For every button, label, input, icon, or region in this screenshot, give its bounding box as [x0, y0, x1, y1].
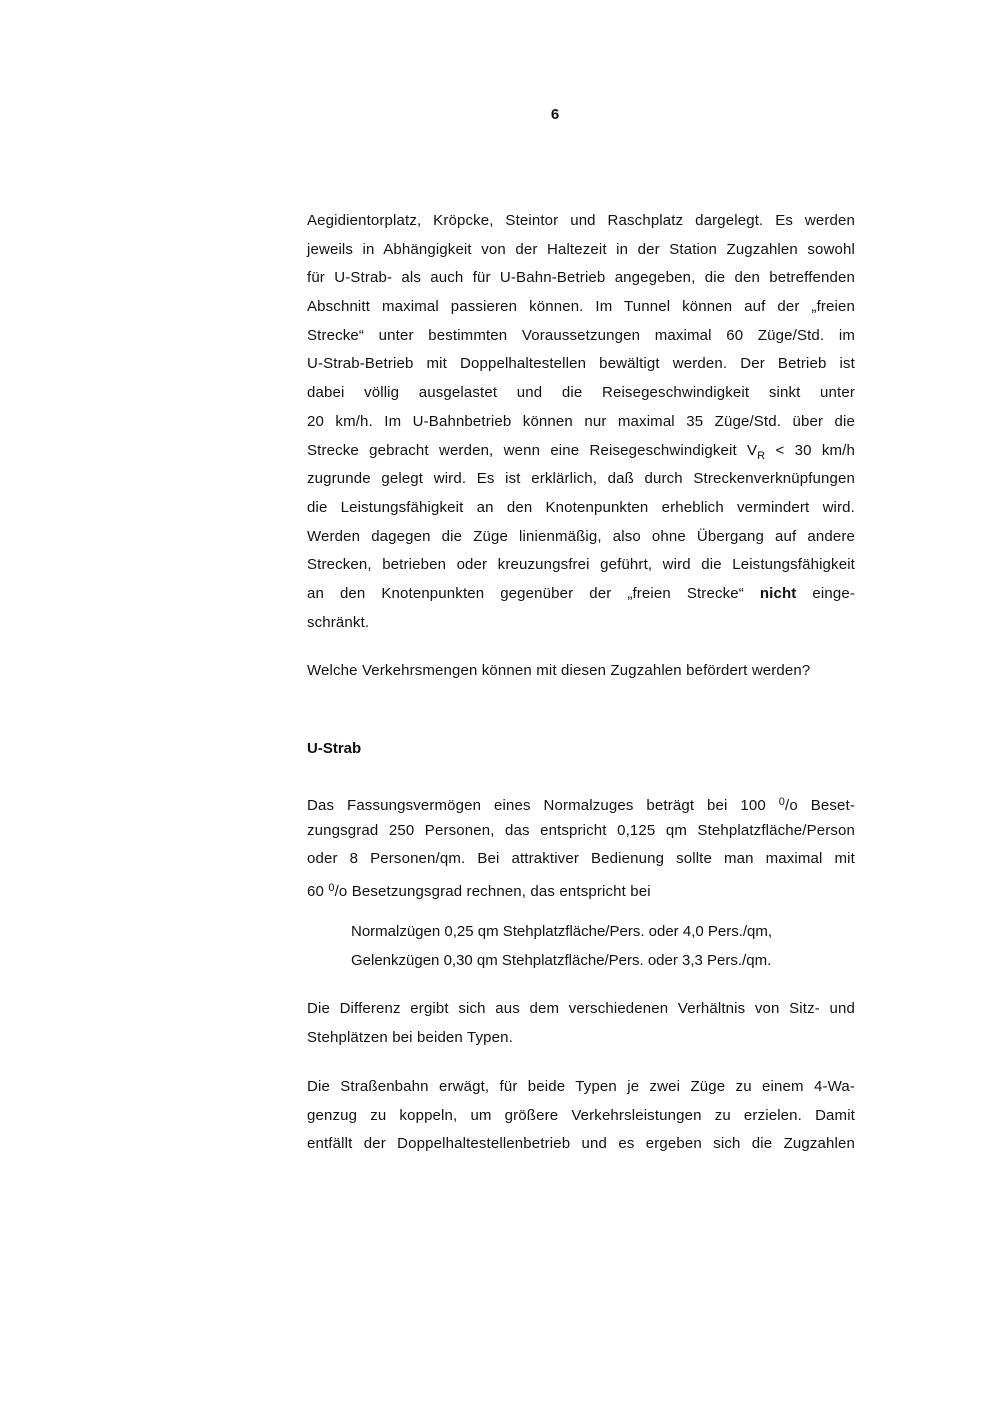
text-run: Das Fassungsvermögen eines Normalzuges beträgt bei 100: [307, 797, 779, 814]
text-line: genzug zu koppeln, um größere Verkehrsleistungen zu erzielen. Damit: [307, 1106, 855, 1124]
subscript-r: R: [757, 449, 766, 462]
text-line: zugrunde gelegt wird. Es ist erklärlich, daß durch Streckenverknüpfungen: [307, 470, 855, 488]
text-line: die Leistungsfähigkeit an den Knotenpunkten erheblich vermindert wird.: [307, 498, 855, 516]
text-line: Die Straßenbahn erwägt, für beide Typen je zwei Züge zu einem 4-Wa-: [307, 1078, 855, 1095]
paragraph-coupling: [307, 1073, 855, 1159]
text-line: Abschnitt maximal passieren können. Im Tunnel können auf der „freien: [307, 298, 855, 316]
paragraph-capacity: [307, 788, 855, 903]
text-line: Stehplätzen bei beiden Typen.: [307, 1028, 513, 1046]
text-line: [307, 580, 855, 609]
text-line: schränkt.: [307, 613, 370, 631]
text-line: [307, 874, 855, 903]
paragraph-difference: [307, 995, 855, 1052]
question-paragraph: [307, 657, 855, 686]
text-line: Aegidientorplatz, Kröpcke, Steintor und Raschplatz dargelegt. Es werden: [307, 212, 855, 229]
indented-values: [351, 917, 772, 975]
text-line: 20 km/h. Im U-Bahnbetrieb können nur maximal 35 Züge/Std. über die: [307, 412, 855, 430]
text-line: entfällt der Doppelhaltestellenbetrieb und es ergeben sich die Zugzahlen: [307, 1135, 855, 1153]
superscript-zero: 0: [778, 796, 786, 808]
text-line: Strecken, betrieben oder kreuzungsfrei geführt, wird die Leistungsfähigkeit: [307, 556, 855, 574]
text-line: jeweils in Abhängigkeit von der Haltezeit in der Station Zugzahlen sowohl: [307, 240, 855, 258]
text-line: oder 8 Personen/qm. Bei attraktiver Bedienung sollte man maximal mit: [307, 850, 855, 868]
superscript-zero: 0: [328, 882, 335, 895]
emphasis-nicht: nicht: [759, 584, 797, 602]
gelenkzuege-line: Gelenkzügen 0,30 qm Stehplatzfläche/Pers. oder 3,3 Pers./qm.: [351, 952, 772, 969]
text-line: [307, 788, 855, 817]
paragraph-intro: [307, 207, 855, 637]
text-line: Strecke“ unter bestimmten Voraussetzungen maximal 60 Züge/Std. im: [307, 326, 855, 344]
page-number: 6: [550, 106, 560, 123]
text-line: dabei völlig ausgelastet und die Reisegeschwindigkeit sinkt unter: [307, 384, 855, 402]
text-run: /o Beset-: [785, 797, 855, 814]
text-run: Strecke gebracht werden, wenn eine Reisegeschwindigkeit V: [307, 441, 758, 459]
text-run: an den Knotenpunkten gegenüber der „freien Strecke“: [307, 584, 760, 602]
text-line: [307, 437, 855, 466]
question-text: Welche Verkehrsmengen können mit diesen Zugzahlen befördert werden?: [307, 662, 811, 679]
text-line: für U-Strab- als auch für U-Bahn-Betrieb angegeben, die den betreffenden: [307, 269, 855, 287]
text-line: Werden dagegen die Züge linienmäßig, also ohne Übergang auf andere: [307, 527, 855, 545]
text-run: /o Besetzungsgrad rechnen, das entspricht bei: [334, 883, 651, 901]
normalzuege-line: Normalzügen 0,25 qm Stehplatzfläche/Pers. oder 4,0 Pers./qm,: [351, 923, 773, 940]
text-run: < 30 km/h: [765, 441, 855, 459]
text-line: zungsgrad 250 Personen, das entspricht 0,125 qm Stehplatzfläche/Person: [307, 821, 855, 839]
text-run: einge-: [796, 584, 855, 602]
text-line: Die Differenz ergibt sich aus dem verschiedenen Verhältnis von Sitz- und: [307, 1000, 855, 1017]
text-line: U-Strab-Betrieb mit Doppelhaltestellen bewältigt werden. Der Betrieb ist: [307, 355, 855, 373]
section-heading: U-Strab: [307, 740, 362, 757]
text-run: 60: [307, 883, 329, 901]
